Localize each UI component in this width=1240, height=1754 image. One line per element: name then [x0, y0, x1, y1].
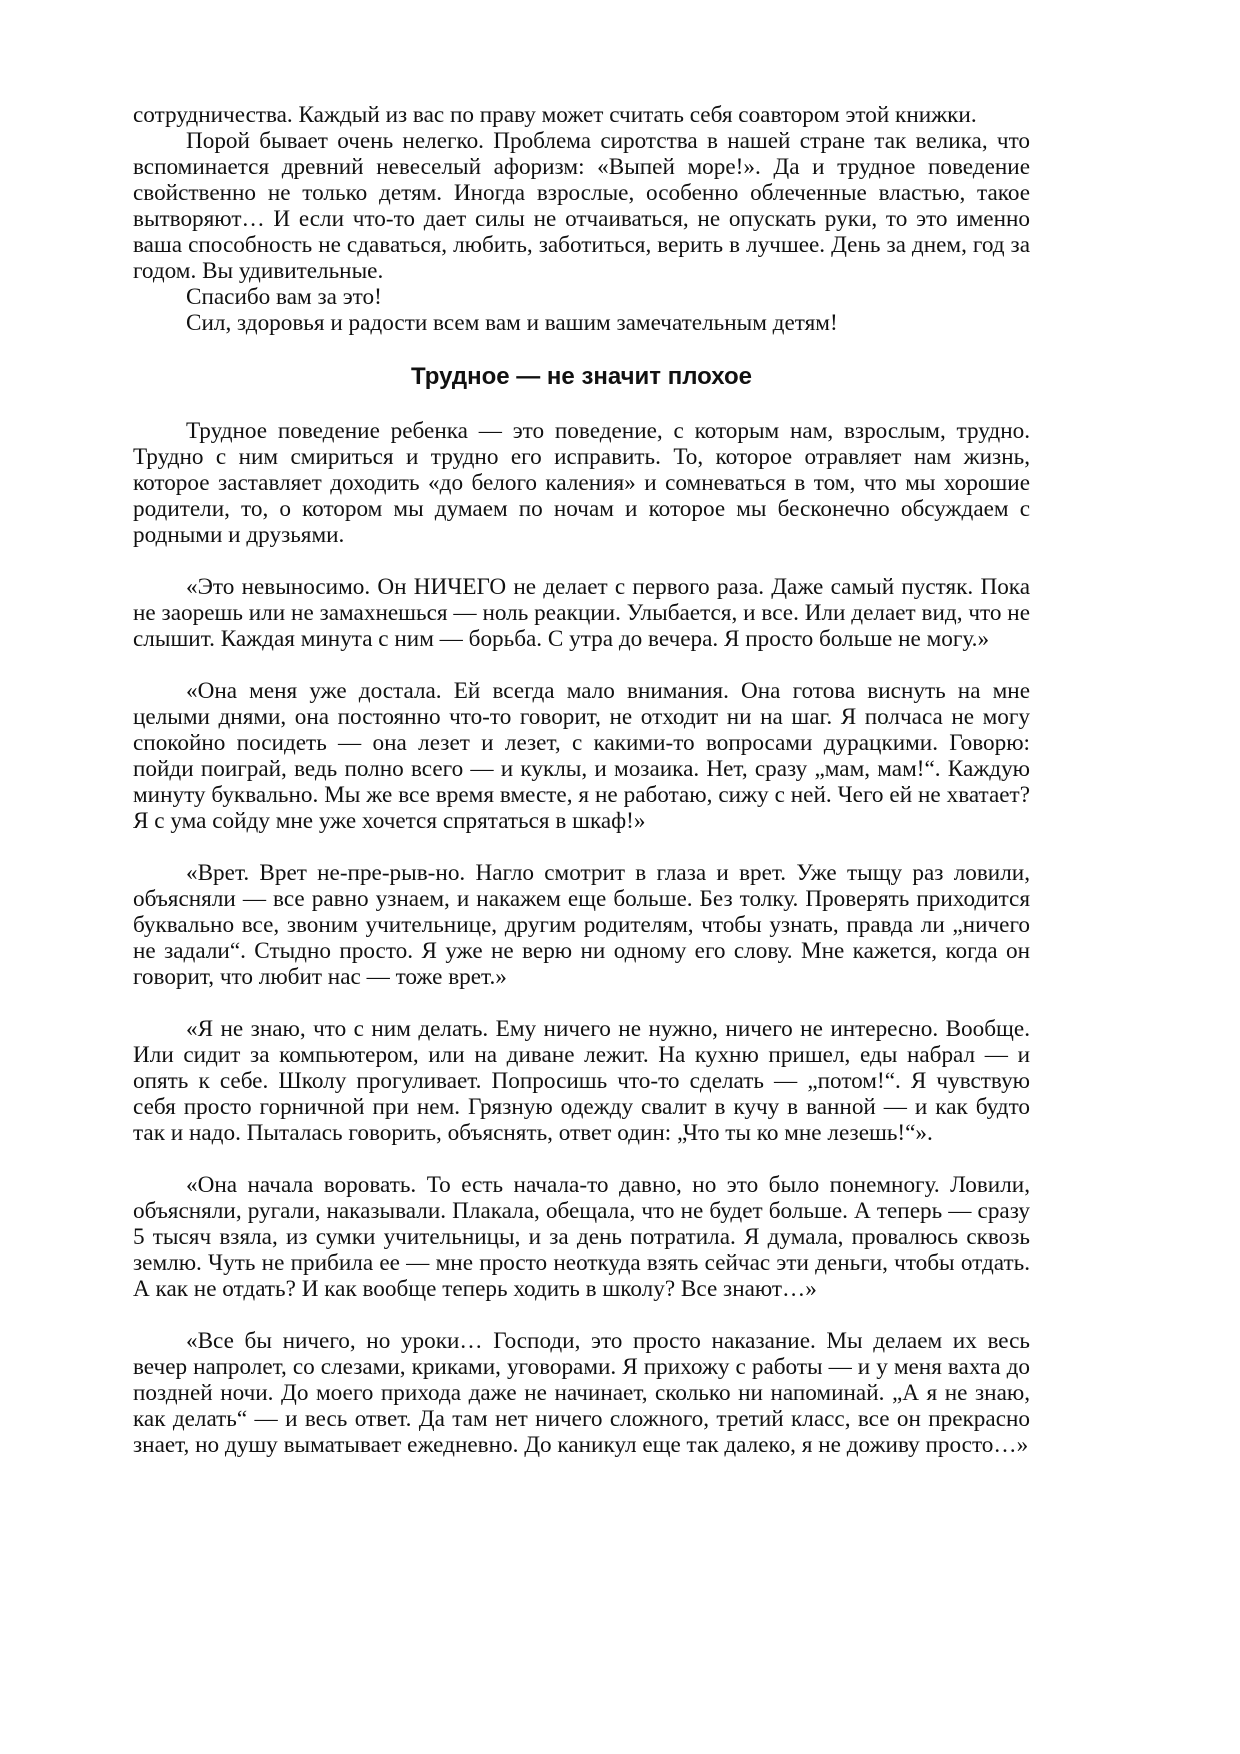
quote-paragraph-1: «Это невыносимо. Он НИЧЕГО не делает с первого раза. Даже самый пустяк. Пока не заорешь или не замахнешься — ноль реакции. Улыбается, и все. Или делает вид, что не слышит. Каждая минута с ним — борьба. С утра до вечера. Я просто больше не могу.» — [133, 574, 1030, 652]
quote-paragraph-6: «Все бы ничего, но уроки… Господи, это просто наказание. Мы делаем их весь вечер напролет, со слезами, криками, уговорами. Я прихожу с работы — и у меня вахта до поздней ночи. До моего прихода даже не начинает, сколько ни напоминай. „А я не знаю, как делать“ — и весь ответ. Да там нет ничего сложного, третий класс, все он прекрасно знает, но душу выматывает ежедневно. До каникул еще так далеко, я не доживу просто…» — [133, 1328, 1030, 1458]
intro-paragraph-1: сотрудничества. Каждый из вас по праву может считать себя соавтором этой книжки. — [133, 102, 977, 128]
intro-paragraph-4: Сил, здоровья и радости всем вам и вашим замечательным детям! — [186, 310, 838, 336]
document-page — [133, 102, 1030, 1458]
intro-paragraph-3: Спасибо вам за это! — [186, 284, 382, 310]
intro-paragraph-2: Порой бывает очень нелегко. Проблема сиротства в нашей стране так велика, что вспоминается древний невеселый афоризм: «Выпей море!». Да и трудное поведение свойственно не только детям. Иногда взрослые, особенно облеченные властью, такое вытворяют… И если что-то дает силы не отчаиваться, не опускать руки, то это именно ваша способность не сдаваться, любить, заботиться, верить в лучшее. День за днем, год за годом. Вы удивительные. — [133, 128, 1030, 284]
quote-paragraph-4: «Я не знаю, что с ним делать. Ему ничего не нужно, ничего не интересно. Вообще. Или сидит за компьютером, или на диване лежит. На кухню пришел, еды набрал — и опять к себе. Школу прогуливает. Попросишь что-то сделать — „потом!“. Я чувствую себя просто горничной при нем. Грязную одежду свалит в кучу в ванной — и как будто так и надо. Пыталась говорить, объяснять, ответ один: „Что ты ко мне лезешь!“». — [133, 1016, 1030, 1146]
quote-paragraph-2: «Она меня уже достала. Ей всегда мало внимания. Она готова виснуть на мне целыми днями, она постоянно что-то говорит, не отходит ни на шаг. Я полчаса не могу спокойно посидеть — она лезет и лезет, с какими-то вопросами дурацкими. Говорю: пойди поиграй, ведь полно всего — и куклы, и мозаика. Нет, сразу „мам, мам!“. Каждую минуту буквально. Мы же все время вместе, я не работаю, сижу с ней. Чего ей не хватает? Я с ума сойду мне уже хочется спрятаться в шкаф!» — [133, 678, 1030, 834]
section-body — [133, 418, 1030, 1458]
section-heading: Трудное — не значит плохое — [411, 363, 752, 390]
intro-block — [133, 102, 1030, 336]
quote-paragraph-3: «Врет. Врет не-пре-рыв-но. Нагло смотрит в глаза и врет. Уже тыщу раз ловили, объясняли — все равно узнаем, и накажем еще больше. Без толку. Проверять приходится буквально все, звоним учительнице, другим родителям, чтобы узнать, правда ли „ничего не задали“. Стыдно просто. Я уже не верю ни одному его слову. Мне кажется, когда он говорит, что любит нас — тоже врет.» — [133, 860, 1030, 990]
quote-paragraph-5: «Она начала воровать. То есть начала-то давно, но это было понемногу. Ловили, объясняли, ругали, наказывали. Плакала, обещала, что не будет больше. А теперь — сразу 5 тысяч взяла, из сумки учительницы, и за день потратила. Я думала, провалюсь сквозь землю. Чуть не прибила ее — мне просто неоткуда взять сейчас эти деньги, чтобы отдать. А как не отдать? И как вообще теперь ходить в школу? Все знают…» — [133, 1172, 1030, 1302]
section-paragraph-1: Трудное поведение ребенка — это поведение, с которым нам, взрослым, трудно. Трудно с ним смириться и трудно его исправить. То, которое отравляет нам жизнь, которое заставляет доходить «до белого каления» и сомневаться в том, что мы хорошие родители, то, о котором мы думаем по ночам и которое мы бесконечно обсуждаем с родными и друзьями. — [133, 418, 1030, 548]
